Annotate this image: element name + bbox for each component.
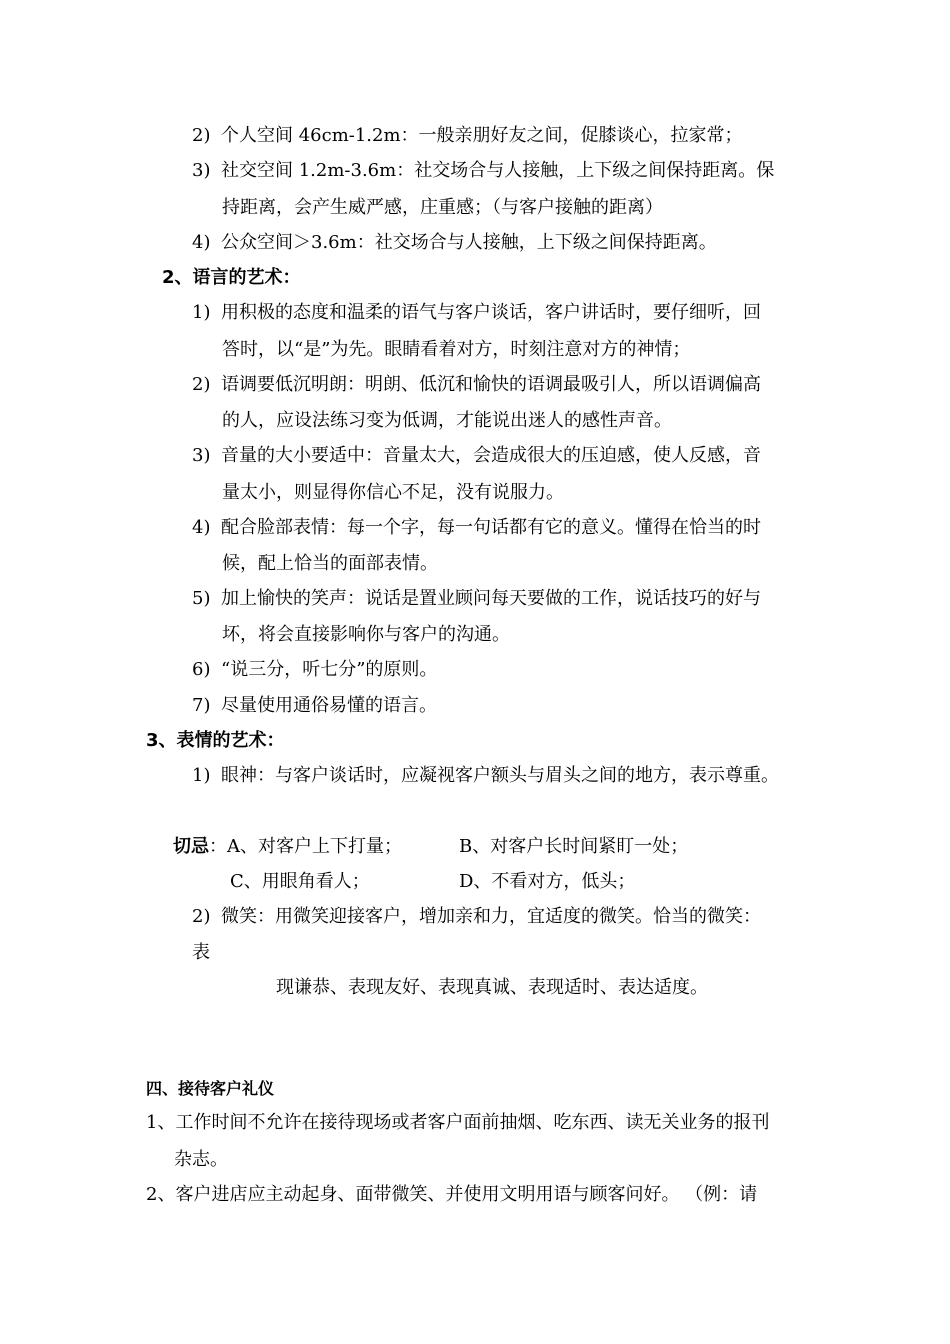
list-text: 配合脸部表情：每一个字，每一句话都有它的意义。懂得在恰当的时: [221, 517, 761, 538]
reception-item-1: 1、工作时间不允许在接待现场或者客户面前抽烟、吃东西、读无关业务的报刊: [146, 1112, 770, 1133]
language-item-2: [192, 373, 761, 397]
section-heading-reception: 四、接待客户礼仪: [146, 1079, 275, 1098]
language-item-3-continued: 量太小，则显得你信心不足，没有说服力。: [222, 482, 564, 503]
list-text: “说三分，听七分”的原则。: [221, 659, 438, 680]
list-text: 尽量使用通俗易懂的语言。: [221, 695, 437, 716]
language-item-4-continued: 候，配上恰当的面部表情。: [222, 553, 438, 574]
section-heading-language: 2、语言的艺术：: [162, 267, 301, 288]
list-text: 音量的大小要适中：音量太大，会造成很大的压迫感，使人反感，音: [221, 445, 761, 466]
space-item-4: [192, 231, 717, 255]
expression-item-2: [192, 905, 761, 929]
list-number: 3): [192, 160, 211, 181]
space-item-3: [192, 159, 774, 183]
space-item-2: [192, 124, 743, 148]
language-item-7: [192, 694, 437, 718]
list-text: 微笑：用微笑迎接客户，增加亲和力，宜适度的微笑。恰当的微笑：: [221, 906, 761, 927]
list-text: 用积极的态度和温柔的语气与客户谈话，客户讲话时，要仔细听，回: [221, 302, 761, 323]
expression-item-2-continued: 表: [192, 942, 210, 963]
language-item-5: [192, 587, 761, 611]
language-item-5-continued: 坏，将会直接影响你与客户的沟通。: [222, 624, 510, 645]
list-number: 3): [192, 445, 211, 466]
list-number: 1): [192, 302, 211, 323]
list-number: 6): [192, 659, 211, 680]
expression-item-2-continued-2: 现谦恭、表现友好、表现真诚、表现适时、表达适度。: [276, 977, 708, 998]
list-number: 1): [192, 765, 211, 786]
language-item-4: [192, 516, 761, 540]
list-text: 语调要低沉明朗：明朗、低沉和愉快的语调最吸引人，所以语调偏高: [221, 374, 761, 395]
reception-item-2: 2、客户进店应主动起身、面带微笑、并使用文明用语与顾客问好。 （例：请: [146, 1184, 758, 1205]
language-item-6: [192, 658, 437, 682]
language-item-1: [192, 301, 761, 325]
reception-item-1-continued: 杂志。: [174, 1149, 228, 1170]
list-text: 社交空间 1.2m-3.6m：社交场合与人接触，上下级之间保持距离。保: [221, 160, 775, 181]
list-number: 5): [192, 588, 211, 609]
section-heading-expression: 3、表情的艺术：: [146, 730, 285, 751]
list-text: 公众空间＞3.6m：社交场合与人接触，上下级之间保持距离。: [221, 232, 717, 253]
taboo-label: 切忌: [173, 836, 209, 857]
language-item-2-continued: 的人，应设法练习变为低调，才能说出迷人的感性声音。: [222, 410, 672, 431]
language-item-1-continued: 答时，以“是”为先。眼睛看着对方，时刻注意对方的神情；: [222, 339, 691, 360]
list-text: 个人空间 46cm-1.2m：一般亲朋好友之间，促膝谈心，拉家常；: [221, 125, 743, 146]
list-number: 4): [192, 232, 211, 253]
space-item-3-continued: 持距离，会产生威严感，庄重感；（与客户接触的距离）: [222, 197, 663, 218]
list-text: 眼神：与客户谈话时，应凝视客户额头与眉头之间的地方，表示尊重。: [221, 765, 779, 786]
language-item-3: [192, 444, 761, 468]
list-number: 2): [192, 125, 211, 146]
list-number: 4): [192, 517, 211, 538]
list-number: 2): [192, 374, 211, 395]
list-text: 加上愉快的笑声：说话是置业顾问每天要做的工作，说话技巧的好与: [221, 588, 761, 609]
list-number: 2): [192, 906, 211, 927]
taboo-b: B、对客户长时间紧盯一处；: [459, 836, 689, 857]
taboo-row-1: [173, 835, 402, 859]
list-number: 7): [192, 695, 211, 716]
taboo-c: C、用眼角看人；: [230, 871, 370, 892]
taboo-a: ：A、对客户上下打量；: [209, 836, 402, 857]
expression-item-1: [192, 764, 779, 788]
taboo-d: D、不看对方，低头；: [459, 871, 636, 892]
